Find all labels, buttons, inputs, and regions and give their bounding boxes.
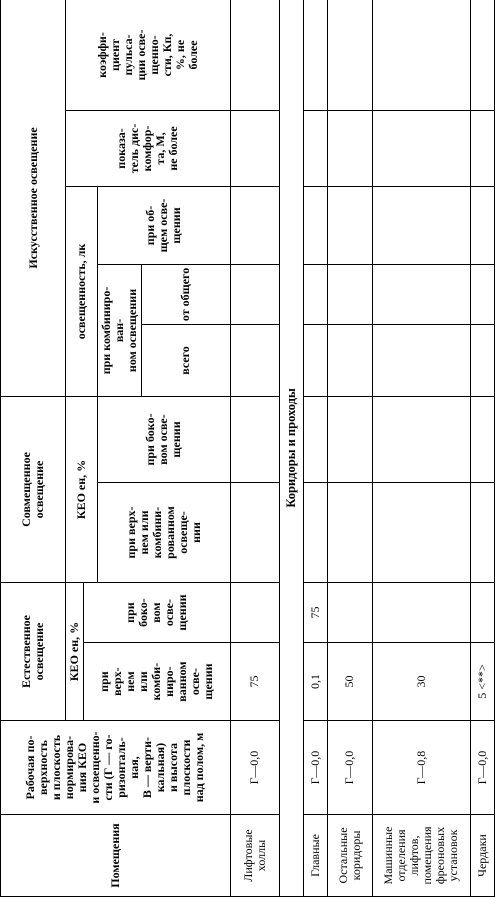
header-work-surface: Рабочая по- верхность и плоскость нормирова- ния КЕО и освещенно- сти (Г — го- ризонталь- ная, В — верти- кальная) и высота плоскости над полом, м: [1, 721, 231, 815]
cell-total: [327, 324, 372, 396]
cell-general: [372, 186, 470, 264]
table-body-bottom: [304, 0, 495, 897]
cell-total: [372, 324, 470, 396]
table-header: [1, 0, 231, 897]
header-with-combined-lighting: при комбиниро- ван- ном освещении: [97, 264, 141, 396]
section-corridors: [280, 0, 304, 897]
cell-keo-top-natural: 0,1: [304, 643, 327, 721]
header-combined-top-or-combined: при верх- нем или комбини- рованном освеще- нии: [97, 482, 230, 582]
natural-side: при боко- вом осве- щении: [123, 594, 190, 631]
cell-pulsation: [304, 0, 327, 110]
cell-total: [304, 324, 327, 396]
header-artificial-lighting: Искусственное освещение: [1, 0, 66, 396]
cell-surface: Г—0,0: [230, 721, 280, 815]
cell-general: [327, 186, 372, 264]
cell-keo-side-natural: [470, 582, 494, 642]
table-row: [230, 0, 280, 897]
cell-room: Главные: [304, 815, 327, 897]
cell-keo-side-natural: [327, 582, 372, 642]
cell-keo-top-natural: 5 <**>: [470, 643, 494, 721]
header-combined-side: при боко- вом осве- щении: [97, 396, 230, 482]
cell-total: [470, 324, 494, 396]
cell-general: [230, 186, 280, 264]
header-pulsation-coefficient: коэффи- циент пульса- ции осве- щенно- сти, Кп, %, не более: [66, 0, 230, 110]
cell-general: [470, 186, 494, 264]
header-discomfort-index: показа- тель дис- комфор- та, М, не более: [66, 110, 230, 186]
cell-keo-side-natural: [372, 582, 470, 642]
cell-surface: Г—0,0: [327, 721, 372, 815]
cell-keo-top-natural: 50: [327, 643, 372, 721]
cell-keo-side-combined: [230, 396, 280, 482]
cell-pulsation: [372, 0, 470, 110]
table-row: [327, 0, 372, 897]
table-row: [304, 0, 327, 897]
cell-from-general: [230, 264, 280, 324]
table-row: [372, 0, 470, 897]
cell-room: Машинные отделения лифтов, помещения фреоновых установок: [372, 815, 470, 897]
cell-pulsation: [327, 0, 372, 110]
cell-keo-top-combined: [327, 482, 372, 582]
table-row: [470, 0, 494, 897]
header-combined-lighting: Совмещенное освещение: [1, 396, 66, 582]
header-keo-combined: КЕО ен, %: [66, 396, 98, 582]
natural-top-or-combined: при верх- нем или комби- ниро- ванном осве- щении: [84, 642, 229, 720]
cell-keo-side-combined: [304, 396, 327, 482]
cell-total: [230, 324, 280, 396]
cell-from-general: [327, 264, 372, 324]
cell-keo-side-natural: 75: [304, 582, 327, 642]
cell-room: Лифтовые холлы: [230, 815, 280, 897]
cell-keo-top-combined: [470, 482, 494, 582]
header-illuminance: освещенность, лк: [66, 186, 98, 396]
cell-from-general: [372, 264, 470, 324]
cell-discomfort: [470, 110, 494, 186]
cell-discomfort: [230, 110, 280, 186]
keo-natural-label: КЕО ен, %: [66, 583, 84, 720]
cell-room: Чердаки: [470, 815, 494, 897]
cell-pulsation: [230, 0, 280, 110]
cell-surface: Г—0,0: [304, 721, 327, 815]
cell-keo-side-combined: [470, 396, 494, 482]
cell-keo-side-natural: [230, 582, 280, 642]
cell-from-general: [470, 264, 494, 324]
section-title: Коридоры и проходы: [280, 0, 304, 897]
cell-room: Остальные коридоры: [327, 815, 372, 897]
cell-keo-top-combined: [372, 482, 470, 582]
cell-discomfort: [304, 110, 327, 186]
cell-discomfort: [327, 110, 372, 186]
cell-keo-top-combined: [230, 482, 280, 582]
cell-keo-side-combined: [372, 396, 470, 482]
header-from-general: от общего: [142, 264, 230, 324]
cell-from-general: [304, 264, 327, 324]
header-natural-lighting: Естественное освещение: [1, 582, 66, 720]
header-with-general-lighting: при об- щем осве- щении: [97, 186, 230, 264]
cell-surface: Г—0,8: [372, 721, 470, 815]
cell-keo-side-combined: [327, 396, 372, 482]
cell-keo-top-combined: [304, 482, 327, 582]
cell-general: [304, 186, 327, 264]
cell-discomfort: [372, 110, 470, 186]
cell-surface: Г—0,0: [470, 721, 494, 815]
header-keo-natural: [66, 582, 230, 720]
cell-keo-top-natural: 75: [230, 643, 280, 721]
cell-pulsation: [470, 0, 494, 110]
table-body-top: [230, 0, 280, 897]
header-total: всего: [142, 324, 230, 396]
header-room: Помещения: [1, 815, 231, 897]
cell-keo-top-natural: 30: [372, 643, 470, 721]
